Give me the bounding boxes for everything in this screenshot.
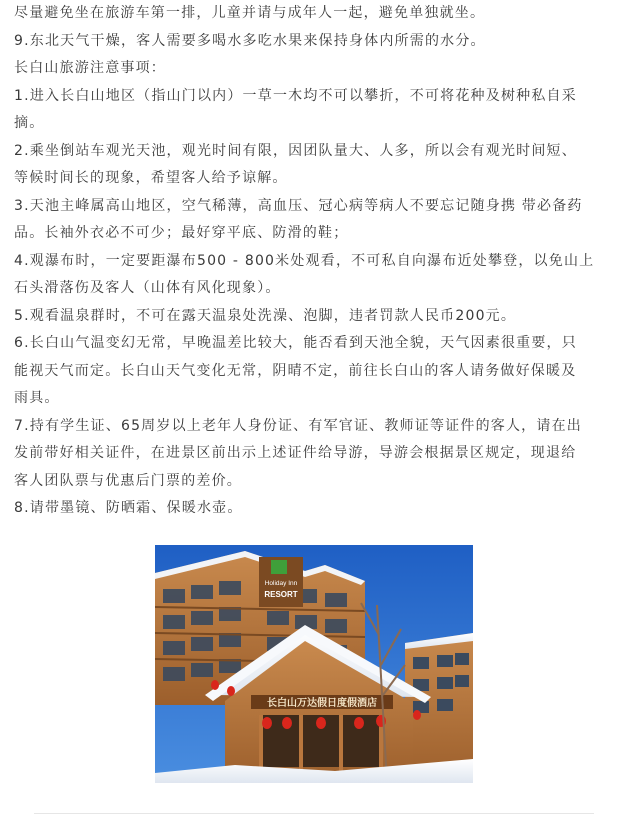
article-line: 石头滑落伤及客人（山体有风化现象）。	[14, 280, 281, 296]
article-line: 4.观瀑布时，一定要距瀑布500 - 800米处观看，不可私自向瀑布近处攀登，以免山上	[14, 252, 595, 269]
sign-resort: RESORT	[264, 590, 298, 599]
article-line: 2.乘坐倒站车观光天池，观光时间有限，因团队量大、人多，所以会有观光时间短、	[14, 142, 577, 159]
section-heading: 长白山旅游注意事项：	[14, 60, 166, 76]
article-line: 客人团队票与优惠后门票的差价。	[14, 472, 242, 489]
article-line: 5.观看温泉群时，不可在露天温泉处洗澡、泡脚，违者罚款人民币200元。	[14, 307, 517, 324]
sign-brand: Holiday Inn	[264, 580, 298, 587]
article-line: 1.进入长白山地区（指山门以内）一草一木均不可以攀折，不可将花种及树种私自采	[14, 87, 577, 104]
article-line: 8.请带墨镜、防晒霜、保暖水壶。	[14, 500, 243, 516]
divider	[34, 813, 594, 814]
article-line: 雨具。	[14, 390, 60, 406]
entrance-sign: 长白山万达假日度假酒店	[267, 698, 377, 709]
article-line: 9.东北天气干燥，客人需要多喝水多吃水果来保持身体内所需的水分。	[14, 32, 486, 49]
hotel-sign	[259, 557, 303, 607]
article-line: 品。长袖外衣必不可少；最好穿平底、防滑的鞋；	[14, 225, 349, 241]
article-line: 6.长白山气温变幻无常，早晚温差比较大，能否看到天池全貌，天气因素很重要，只	[14, 335, 577, 351]
article-line: 等候时间长的现象，希望客人给予谅解。	[14, 170, 288, 186]
resort-photo	[155, 545, 473, 783]
article-line: 发前带好相关证件，在进景区前出示上述证件给导游，导游会根据景区规定，现退给	[14, 445, 577, 461]
article-line: 能视天气而定。长白山天气变化无常，阴晴不定，前往长白山的客人请务做好保暖及	[14, 362, 577, 379]
article-body	[14, 0, 620, 523]
article-line: 摘。	[14, 115, 45, 131]
article-line: 7.持有学生证、65周岁以上老年人身份证、有军官证、教师证等证件的客人，请在出	[14, 417, 582, 434]
article-line: 3.天池主峰属高山地区，空气稀薄，高血压、冠心病等病人不要忘记随身携 带必备药	[14, 197, 583, 214]
article-line: 尽量避免坐在旅游车第一排，儿童并请与成年人一起，避免单独就坐。	[14, 5, 486, 21]
